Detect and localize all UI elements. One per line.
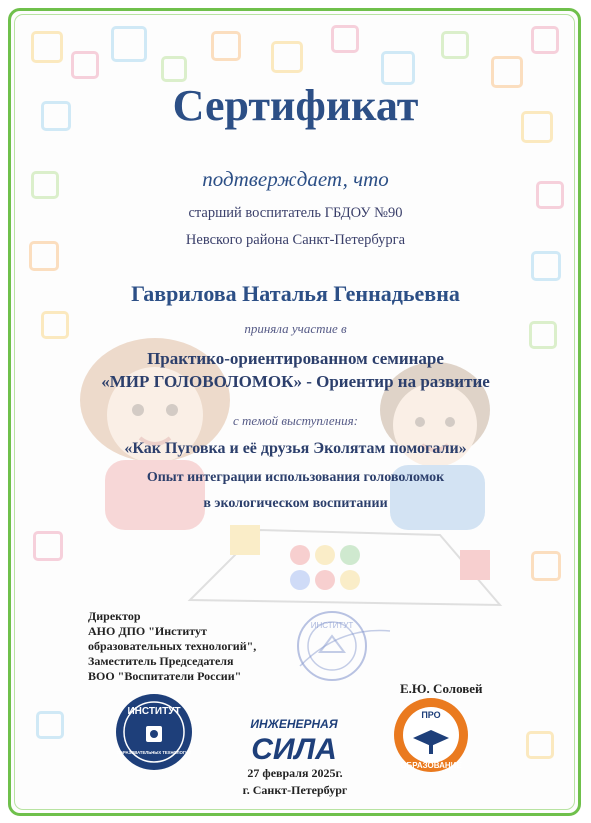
talk-description-line-1: Опыт интеграции использования головоломок — [146, 470, 445, 485]
engineering-logo-line1: ИНЖЕНЕРНАЯ — [250, 717, 338, 731]
institute-logo-top: ИНСТИТУТ — [127, 706, 181, 717]
decor-square — [531, 26, 559, 54]
issue-city: г. Санкт-Петербург — [242, 783, 348, 797]
pro-logo-bottom: ОБРАЗОВАНИЕ — [400, 761, 462, 770]
talk-title: «Как Пуговка и её друзья Эколятам помогали» — [124, 440, 467, 457]
confirms-text: подтверждает, что — [202, 167, 389, 191]
engineering-logo-line2: СИЛА — [251, 733, 337, 764]
decor-square — [31, 31, 63, 63]
director-org-line-2: образовательных технологий", — [88, 639, 257, 653]
certificate-title: Сертификат — [172, 81, 419, 130]
director-deputy-line: Заместитель Председателя — [88, 654, 234, 668]
decor-square — [111, 26, 147, 62]
director-signature-block — [88, 609, 308, 684]
decor-square — [161, 56, 187, 82]
decor-square — [531, 551, 561, 581]
institute-stamp — [290, 606, 400, 686]
topic-intro: с темой выступления: — [232, 413, 359, 428]
decor-square — [531, 251, 561, 281]
decor-square — [271, 41, 303, 73]
decor-square — [71, 51, 99, 79]
director-org-line-1: АНО ДПО "Институт — [88, 624, 207, 638]
pro-logo-top: ПРО — [421, 710, 441, 720]
issue-date: 27 февраля 2025г. — [247, 766, 343, 780]
decor-square — [211, 31, 241, 61]
decor-square — [441, 31, 469, 59]
director-title: Директор — [88, 609, 141, 623]
engineering-strength-logo — [238, 714, 350, 764]
director-association-line: ВОО "Воспитатели России" — [88, 669, 242, 683]
date-location-block — [200, 765, 390, 799]
event-line-2: «МИР ГОЛОВОЛОМОК» - Ориентир на развитие — [101, 372, 490, 391]
pro-education-logo — [390, 694, 472, 776]
decor-square — [526, 731, 554, 759]
event-line-1: Практико-ориентированном семинаре — [147, 349, 444, 368]
signer-name: Е.Ю. Соловей — [400, 681, 483, 696]
stamp-text: ИНСТИТУТ — [310, 621, 354, 630]
position-line-2: Невского района Санкт-Петербурга — [185, 232, 406, 248]
decor-square — [331, 25, 359, 53]
talk-description-line-2: в экологическом воспитании — [203, 496, 388, 511]
institute-logo-bottom: ОБРАЗОВАТЕЛЬНЫХ ТЕХНОЛОГИЙ — [116, 750, 192, 755]
position-line-1: старший воспитатель ГБДОУ №90 — [188, 205, 403, 221]
participated-text: приняла участие в — [244, 321, 347, 336]
recipient-name: Гаврилова Наталья Геннадьевна — [131, 281, 460, 306]
decor-square — [33, 531, 63, 561]
decor-square — [36, 711, 64, 739]
institute-logo — [112, 690, 196, 774]
